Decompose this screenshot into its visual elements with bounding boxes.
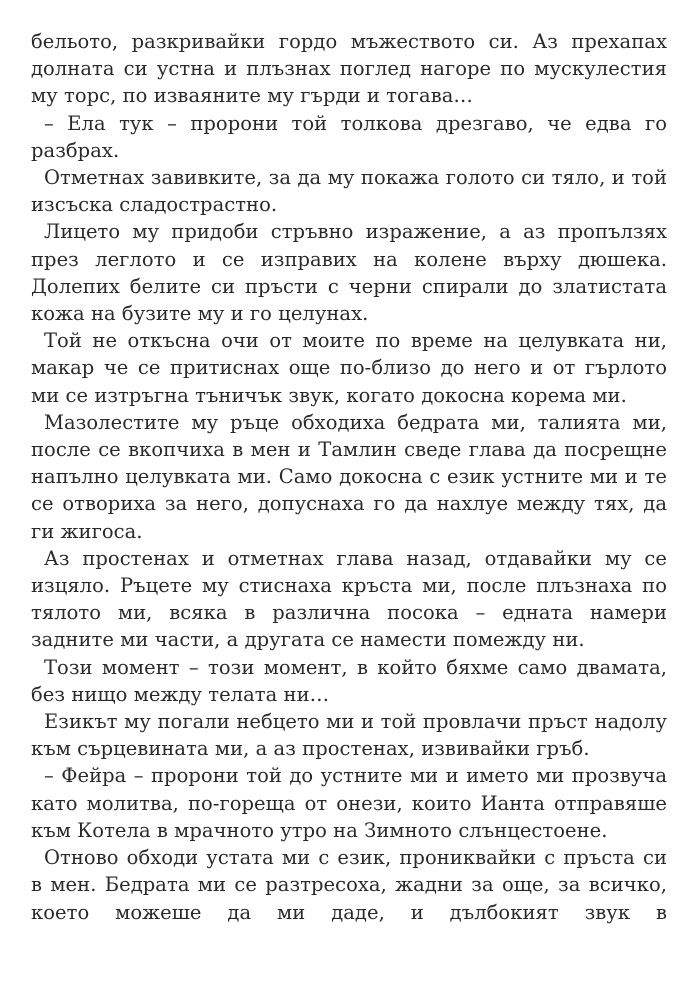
paragraph-1: бельото, разкривайки гордо мъжеството си. Аз прехапах долната си устна и плъзнах поглед нагоре по мускулестия му торс, по изваяните му гърди и тогава… <box>31 30 667 108</box>
paragraph-10: – Фейра – пророни той до устните ми и името ми прозвуча като молитва, по-гореща от онези, които Ианта отправяше към Котела в мрачното утро на Зимното слънцестоене. <box>31 764 667 842</box>
paragraph-3: Отметнах завивките, за да му покажа голото си тяло, и той изсъска сладострастно. <box>31 166 667 217</box>
paragraph-8: Този момент – този момент, в който бяхме само двамата, без нищо между телата ни… <box>31 655 667 706</box>
paragraph-9: Езикът му погали небцето ми и той провлачи пръст надолу към сърцевината ми, а аз простенах, извивайки гръб. <box>31 710 667 761</box>
paragraph-6: Мазолестите му ръце обходиха бедрата ми, талията ми, после се вкопчиха в мен и Тамлин сведе глава да посрещне напълно целувката ми. Само докосна с език устните ми и те се отвориха за него, допуснаха го да нахлуе между тях, да ги жигоса. <box>31 410 667 543</box>
paragraph-2: – Ела тук – пророни той толкова дрезгаво, че едва го разбрах. <box>31 111 667 162</box>
paragraph-4: Лицето му придоби стръвно изражение, а аз пропълзях през леглото и се изправих на колене върху дюшека. Долепих белите си пръсти с черни спирали до златистата кожа на бузите му и го целунах. <box>31 220 667 326</box>
paragraph-7: Аз простенах и отметнах глава назад, отдавайки му се изцяло. Ръцете му стиснаха кръста ми, после плъзнаха по тялото ми, всяка в различна посока – едната намери задните ми части, а другата се намести помежду ни. <box>31 546 667 652</box>
book-page <box>31 28 667 926</box>
paragraph-5: Той не откъсна очи от моите по време на целувката ни, макар че се притиснах още по-близо до него и от гърлото ми се изтръгна тъничък звук, когато докосна корема ми. <box>31 329 667 407</box>
paragraph-11: Отново обходи устата ми с език, прониквайки с пръста си в мен. Бедрата ми се разтресоха, жадни за още, за всичко, което можеше да ми даде, и дълбокият звук в <box>31 846 667 924</box>
